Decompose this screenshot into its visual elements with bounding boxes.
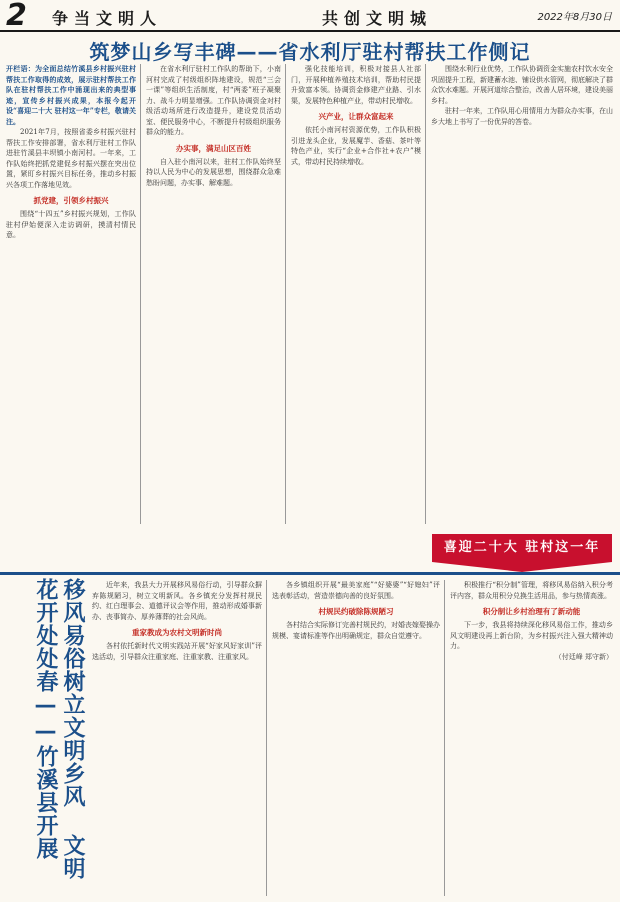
article2-col3-body: 积极推行“积分制”管理，将移风易俗纳入积分考评内容，群众用积分兑换生活用品，参与热情高涨。 — [450, 581, 613, 600]
column-banner: 喜迎二十大 驻村这一年 — [432, 534, 612, 562]
column-rule — [285, 64, 286, 524]
article1-col3-body: 强化技能培训，积极对接县人社部门，开展种植养殖技术培训，帮助村民提升致富本领。协调资金修建产业路、引水渠，发展特色种植产业，带动村民增收。 — [291, 65, 421, 105]
article1-subhead-a: 抓党建，引领乡村振兴 — [33, 196, 109, 205]
article2-col2-tail: 各村结合实际修订完善村规民约，对婚丧嫁娶操办规模、宴请标准等作出明确规定，群众自觉遵守。 — [272, 621, 440, 640]
article2-col1-body: 近年来，我县大力开展移风易俗行动，引导群众摒弃陈规陋习，树立文明新风。各乡镇充分发挥村规民约、红白理事会、道德评议会等作用，推动形成婚事新办、丧事简办、厚养薄葬的社会风尚。 — [92, 581, 262, 621]
article2-headline: 移风易俗树立文明乡风 文明花开处处春——竹溪县开展 — [33, 578, 85, 880]
masthead — [0, 0, 620, 32]
article2-byline: （付廷峰 郑守新） — [554, 652, 613, 661]
section-title-right: 共创文明城 — [322, 9, 433, 28]
column-rule — [444, 580, 445, 896]
article1-subhead-b: 办实事，满足山区百姓 — [176, 143, 251, 153]
article1-col4 — [431, 64, 613, 526]
article2-subhead-a: 重家教成为农村文明新时尚 — [132, 628, 222, 637]
column-rule — [140, 64, 141, 524]
article2-col2 — [272, 580, 440, 896]
article1-col3-tail: 依托小南河村资源优势，工作队积极引进龙头企业，发展魔芋、香菇、茶叶等特色产业，实行“企业+合作社+农户”模式，带动村民持续增收。 — [291, 126, 421, 166]
page-number: 2 — [6, 0, 27, 33]
article1-col4-body: 围绕水利行业优势，工作队协调资金实施农村饮水安全巩固提升工程，新建蓄水池、铺设供水管网，彻底解决了群众饮水难题。开展河道综合整治，改善人居环境，建设美丽乡村。 — [431, 65, 613, 105]
article1-col3 — [291, 64, 421, 524]
article1-col1-tail: 围绕“十四五”乡村振兴规划，工作队驻村伊始便深入走访调研，摸清村情民意。 — [6, 210, 136, 239]
article1-col4-tail: 驻村一年来，工作队用心用情用力为群众办实事，在山乡大地上书写了一份优异的答卷。 — [431, 107, 613, 126]
publication-date: 2022年8月30日 — [537, 12, 612, 23]
article1-col2-body: 在省水利厅驻村工作队的帮助下，小南河村完成了村级组织阵地建设，规范“三会一课”等组织生活制度，村“两委”班子凝聚力、战斗力明显增强。工作队协调资金对村级活动场所进行改造提升，建设党员活动室、便民服务中心，不断提升村级组织服务群众的能力。 — [146, 65, 281, 136]
article1-col1 — [6, 64, 136, 524]
section-divider — [0, 572, 620, 575]
banner-arrow — [432, 562, 612, 572]
article2-subhead-c: 积分制让乡村治理有了新动能 — [482, 607, 581, 616]
article2-col3 — [450, 580, 613, 896]
article1-col2 — [146, 64, 281, 524]
article1-col1-body: 2021年7月，按照省委乡村振兴驻村帮扶工作安排部署，省水利厅驻村工作队进驻竹溪县丰坝镇小南河村。一年来，工作队始终把抓党建促乡村振兴摆在突出位置，紧盯乡村振兴目标任务，推动乡村振兴各项工作落地见效。 — [6, 128, 136, 189]
article1-lead: 开栏语：为全面总结竹溪县乡村振兴驻村帮扶工作取得的成效，展示驻村帮扶工作队在驻村帮扶工作中涌现出来的典型事迹，宣传乡村振兴成果，本报今起开设“喜迎二十大 驻村这一年”专栏，敬请关注。 — [6, 64, 136, 126]
article1-headline: 筑梦山乡写丰碑——省水利厅驻村帮扶工作侧记 — [89, 40, 531, 64]
article2-subhead-b: 村规民约破除陈规陋习 — [318, 607, 394, 616]
article2-col1-tail: 各村依托新时代文明实践站开展“好家风好家训”评选活动，引导群众注重家庭、注重家教、注重家风。 — [92, 642, 262, 661]
article2-col3-tail: 下一步，我县将持续深化移风易俗工作，推动乡风文明建设再上新台阶，为乡村振兴注入强大精神动力。 — [450, 621, 613, 650]
article1-col2-tail: 自入驻小南河以来，驻村工作队始终坚持以人民为中心的发展思想，围绕群众急难愁盼问题，办实事、解难题。 — [146, 157, 281, 187]
column-rule — [425, 64, 426, 524]
section-title-left: 争当文明人 — [52, 9, 163, 28]
column-rule — [266, 580, 267, 896]
article1-subhead-c: 兴产业，让群众富起来 — [318, 112, 394, 121]
article2-col2-body: 各乡镇组织开展“最美家庭”“好婆婆”“好媳妇”评选表彰活动，营造崇德向善的良好氛围。 — [272, 581, 440, 600]
article2-col1 — [92, 580, 262, 896]
